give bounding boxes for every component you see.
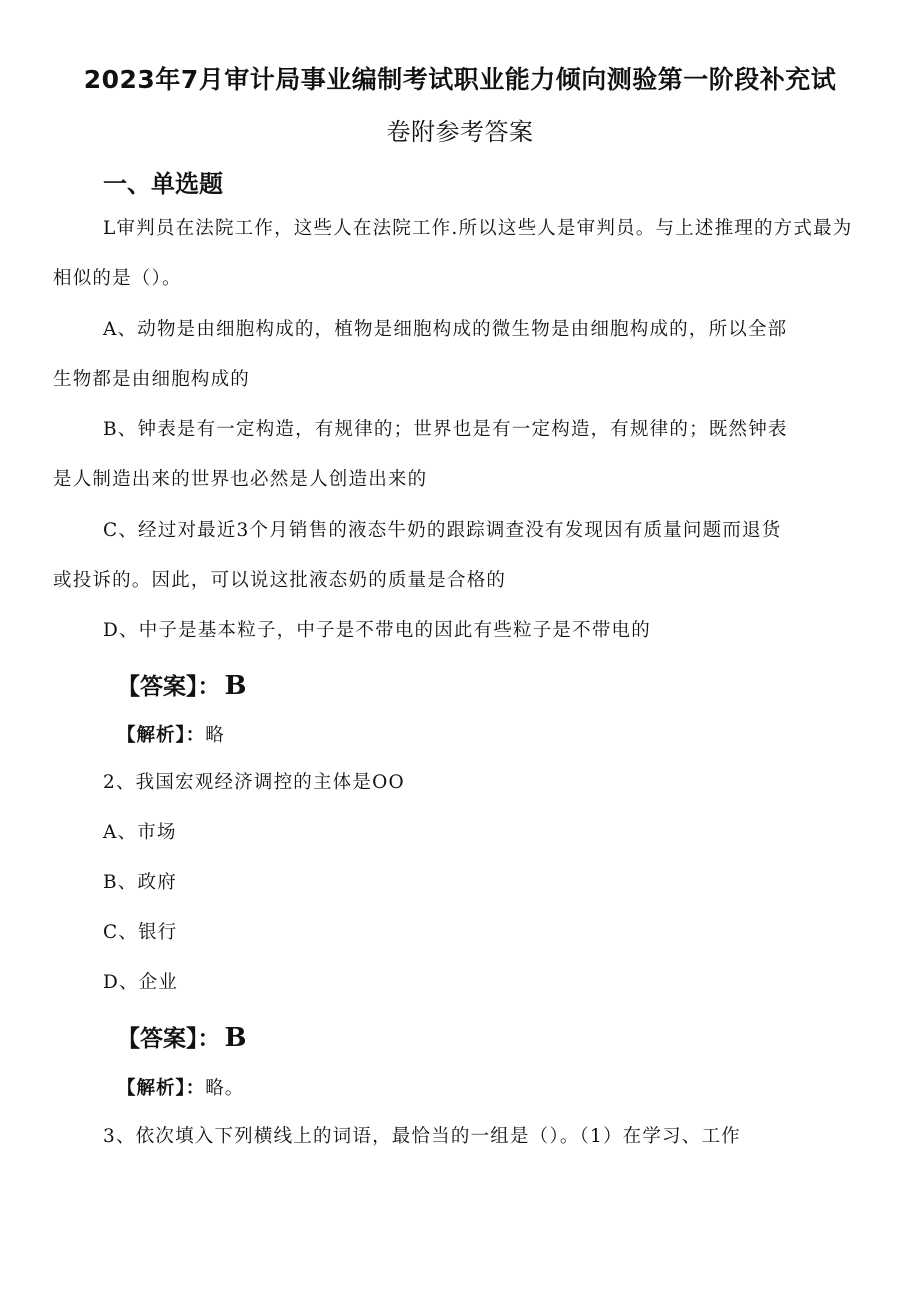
answer-label: 【答案】： bbox=[117, 1026, 221, 1052]
question-1-stem-continued: 相似的是（）。 bbox=[53, 268, 182, 289]
answer-value: B bbox=[224, 1023, 247, 1053]
question-1-option-a-continued: 生物都是由细胞构成的 bbox=[53, 369, 251, 390]
section-heading: 一、单选题 bbox=[103, 170, 223, 198]
question-2-answer bbox=[117, 1020, 246, 1053]
answer-label: 【答案】： bbox=[117, 674, 221, 700]
question-1-analysis bbox=[117, 721, 225, 747]
question-2-analysis bbox=[117, 1074, 244, 1100]
question-1-option-b-continued: 是人制造出来的世界也必然是人创造出来的 bbox=[53, 469, 428, 490]
question-1-option-b: B、钟表是有一定构造，有规律的；世界也是有一定构造，有规律的；既然钟表 bbox=[103, 419, 788, 440]
analysis-label: 【解析】： bbox=[117, 725, 206, 746]
question-2-option-a: A、市场 bbox=[103, 822, 177, 843]
question-2-option-c: C、银行 bbox=[103, 922, 178, 943]
question-2-option-b: B、政府 bbox=[103, 872, 177, 893]
document-title-line-1: 2023年7月审计局事业编制考试职业能力倾向测验第一阶段补充试 bbox=[83, 65, 837, 94]
question-1-option-d: D、中子是基本粒子，中子是不带电的因此有些粒子是不带电的 bbox=[103, 620, 651, 641]
document-title-line-2: 卷附参考答案 bbox=[386, 118, 534, 146]
question-1-option-c: C、经过对最近3个月销售的液态牛奶的跟踪调查没有发现因有质量问题而退货 bbox=[103, 520, 782, 541]
question-3-stem: 3、依次填入下列横线上的词语，最恰当的一组是（）。（1）在学习、工作 bbox=[103, 1126, 741, 1147]
question-1-option-c-continued: 或投诉的。因此，可以说这批液态奶的质量是合格的 bbox=[53, 570, 507, 591]
question-1-answer bbox=[117, 668, 246, 701]
question-2-stem: 2、我国宏观经济调控的主体是OO bbox=[103, 772, 405, 793]
question-1-stem: L审判员在法院工作，这些人在法院工作.所以这些人是审判员。与上述推理的方式最为 bbox=[103, 218, 853, 239]
analysis-text: 略 bbox=[205, 725, 225, 746]
question-1-option-a: A、动物是由细胞构成的，植物是细胞构成的微生物是由细胞构成的，所以全部 bbox=[103, 319, 788, 340]
question-2-option-d: D、企业 bbox=[103, 972, 179, 993]
analysis-text: 略。 bbox=[205, 1078, 245, 1099]
analysis-label: 【解析】： bbox=[117, 1078, 206, 1099]
answer-value: B bbox=[224, 671, 247, 701]
